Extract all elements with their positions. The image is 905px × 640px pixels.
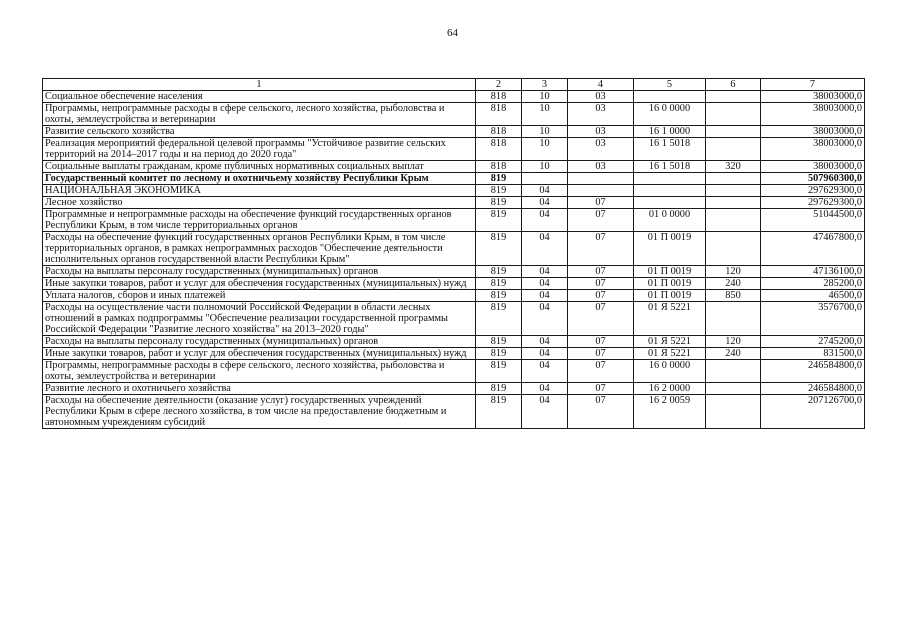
cell-description: Уплата налогов, сборов и иных платежей — [43, 290, 476, 302]
cell-subsection: 03 — [568, 103, 634, 126]
cell-amount: 507960300,0 — [761, 173, 865, 185]
table-row — [43, 336, 865, 348]
cell-description: Реализация мероприятий федеральной целевой программы "Устойчивое развитие сельских территорий на 2014–2017 годы и на период до 2020 года" — [43, 138, 476, 161]
cell-subsection: 07 — [568, 197, 634, 209]
cell-description: Программы, непрограммные расходы в сфере сельского, лесного хозяйства, рыболовства и охоты, землеустройства и ветеринарии — [43, 103, 476, 126]
cell-target-article: 16 1 5018 — [634, 161, 706, 173]
cell-section: 04 — [522, 336, 568, 348]
cell-section: 04 — [522, 185, 568, 197]
cell-section: 04 — [522, 278, 568, 290]
cell-subsection: 03 — [568, 91, 634, 103]
cell-ministry-code: 818 — [476, 103, 522, 126]
cell-amount: 38003000,0 — [761, 161, 865, 173]
cell-ministry-code: 819 — [476, 395, 522, 429]
cell-ministry-code: 819 — [476, 290, 522, 302]
cell-expense-type — [706, 395, 761, 429]
cell-amount: 47467800,0 — [761, 232, 865, 266]
cell-ministry-code: 819 — [476, 266, 522, 278]
cell-section: 10 — [522, 138, 568, 161]
cell-target-article — [634, 185, 706, 197]
column-header: 2 — [476, 79, 522, 91]
cell-expense-type — [706, 91, 761, 103]
cell-subsection: 07 — [568, 360, 634, 383]
cell-ministry-code: 819 — [476, 173, 522, 185]
cell-subsection: 07 — [568, 302, 634, 336]
column-header: 1 — [43, 79, 476, 91]
cell-subsection: 03 — [568, 161, 634, 173]
table-body — [43, 91, 865, 429]
cell-section: 10 — [522, 91, 568, 103]
cell-expense-type — [706, 138, 761, 161]
cell-description: Иные закупки товаров, работ и услуг для обеспечения государственных (муниципальных) нужд — [43, 278, 476, 290]
cell-description: Расходы на обеспечение деятельности (оказание услуг) государственных учреждений Республики Крым в сфере лесного хозяйства, в том числе на предоставление бюджетным и автономным учреждениям субсидий — [43, 395, 476, 429]
cell-description: Программные и непрограммные расходы на обеспечение функций государственных органов Республики Крым, в том числе территориальных органов — [43, 209, 476, 232]
cell-subsection: 07 — [568, 266, 634, 278]
cell-target-article: 16 0 0000 — [634, 360, 706, 383]
cell-amount: 2745200,0 — [761, 336, 865, 348]
cell-section: 10 — [522, 126, 568, 138]
cell-section: 10 — [522, 103, 568, 126]
cell-description: Государственный комитет по лесному и охотничьему хозяйству Республики Крым — [43, 173, 476, 185]
cell-expense-type — [706, 126, 761, 138]
cell-amount: 46500,0 — [761, 290, 865, 302]
cell-target-article: 16 2 0000 — [634, 383, 706, 395]
cell-subsection — [568, 185, 634, 197]
cell-ministry-code: 818 — [476, 126, 522, 138]
cell-subsection: 07 — [568, 395, 634, 429]
cell-expense-type — [706, 360, 761, 383]
table-row — [43, 348, 865, 360]
cell-target-article: 16 1 0000 — [634, 126, 706, 138]
cell-ministry-code: 819 — [476, 383, 522, 395]
cell-section: 04 — [522, 209, 568, 232]
cell-subsection: 03 — [568, 126, 634, 138]
cell-amount: 3576700,0 — [761, 302, 865, 336]
cell-description: Развитие лесного и охотничьего хозяйства — [43, 383, 476, 395]
cell-ministry-code: 819 — [476, 185, 522, 197]
cell-ministry-code: 818 — [476, 138, 522, 161]
cell-amount: 38003000,0 — [761, 138, 865, 161]
cell-description: Иные закупки товаров, работ и услуг для обеспечения государственных (муниципальных) нужд — [43, 348, 476, 360]
cell-section: 04 — [522, 302, 568, 336]
cell-description: Расходы на осуществление части полномочий Российской Федерации в области лесных отношений в рамках подпрограммы "Обеспечение реализации государственной программы Российской Федерации "Развитие лесного хозяйства" на 2013–2020 годы" — [43, 302, 476, 336]
page-number: 64 — [447, 27, 458, 39]
cell-description: Расходы на выплаты персоналу государственных (муниципальных) органов — [43, 336, 476, 348]
table-row — [43, 126, 865, 138]
cell-ministry-code: 819 — [476, 348, 522, 360]
table-row — [43, 173, 865, 185]
cell-amount: 285200,0 — [761, 278, 865, 290]
cell-expense-type: 240 — [706, 348, 761, 360]
cell-target-article: 01 П 0019 — [634, 266, 706, 278]
cell-target-article: 16 1 5018 — [634, 138, 706, 161]
cell-target-article — [634, 173, 706, 185]
cell-amount: 246584800,0 — [761, 360, 865, 383]
cell-target-article: 01 0 0000 — [634, 209, 706, 232]
cell-section — [522, 173, 568, 185]
cell-amount: 38003000,0 — [761, 91, 865, 103]
cell-section: 04 — [522, 266, 568, 278]
cell-expense-type — [706, 173, 761, 185]
cell-subsection: 07 — [568, 348, 634, 360]
table-row — [43, 360, 865, 383]
table-row — [43, 197, 865, 209]
cell-expense-type: 120 — [706, 336, 761, 348]
cell-amount: 246584800,0 — [761, 383, 865, 395]
cell-expense-type — [706, 185, 761, 197]
cell-subsection: 03 — [568, 138, 634, 161]
cell-ministry-code: 818 — [476, 91, 522, 103]
cell-description: Расходы на обеспечение функций государственных органов Республики Крым, в том числе территориальных органов, в рамках непрограммных расходов "Обеспечение деятельности исполнительных органов государственной власти Республики Крым" — [43, 232, 476, 266]
cell-expense-type — [706, 232, 761, 266]
cell-description: Лесное хозяйство — [43, 197, 476, 209]
cell-section: 04 — [522, 395, 568, 429]
cell-subsection: 07 — [568, 278, 634, 290]
cell-expense-type: 850 — [706, 290, 761, 302]
cell-target-article — [634, 197, 706, 209]
table-row — [43, 185, 865, 197]
cell-amount: 38003000,0 — [761, 103, 865, 126]
column-header: 4 — [568, 79, 634, 91]
cell-amount: 207126700,0 — [761, 395, 865, 429]
cell-section: 04 — [522, 197, 568, 209]
column-header: 6 — [706, 79, 761, 91]
table-row — [43, 302, 865, 336]
cell-subsection: 07 — [568, 336, 634, 348]
cell-subsection: 07 — [568, 383, 634, 395]
cell-ministry-code: 819 — [476, 360, 522, 383]
cell-amount: 297629300,0 — [761, 197, 865, 209]
cell-amount: 47136100,0 — [761, 266, 865, 278]
cell-subsection: 07 — [568, 209, 634, 232]
cell-amount: 38003000,0 — [761, 126, 865, 138]
cell-expense-type: 240 — [706, 278, 761, 290]
cell-expense-type — [706, 103, 761, 126]
cell-section: 04 — [522, 383, 568, 395]
table-row — [43, 266, 865, 278]
cell-ministry-code: 819 — [476, 232, 522, 266]
cell-section: 04 — [522, 290, 568, 302]
cell-target-article: 01 Я 5221 — [634, 336, 706, 348]
cell-subsection — [568, 173, 634, 185]
cell-description: Социальное обеспечение населения — [43, 91, 476, 103]
cell-target-article: 01 П 0019 — [634, 278, 706, 290]
table-row — [43, 395, 865, 429]
cell-expense-type — [706, 383, 761, 395]
cell-target-article: 01 П 0019 — [634, 290, 706, 302]
cell-section: 10 — [522, 161, 568, 173]
cell-target-article — [634, 91, 706, 103]
column-header: 7 — [761, 79, 865, 91]
cell-expense-type: 320 — [706, 161, 761, 173]
cell-description: НАЦИОНАЛЬНАЯ ЭКОНОМИКА — [43, 185, 476, 197]
cell-amount: 831500,0 — [761, 348, 865, 360]
column-header: 3 — [522, 79, 568, 91]
cell-description: Программы, непрограммные расходы в сфере сельского, лесного хозяйства, рыболовства и охоты, землеустройства и ветеринарии — [43, 360, 476, 383]
budget-table — [42, 78, 865, 429]
table-row — [43, 209, 865, 232]
cell-target-article: 01 Я 5221 — [634, 348, 706, 360]
cell-ministry-code: 819 — [476, 278, 522, 290]
cell-expense-type — [706, 209, 761, 232]
cell-target-article: 16 2 0059 — [634, 395, 706, 429]
table-row — [43, 383, 865, 395]
cell-target-article: 01 П 0019 — [634, 232, 706, 266]
cell-ministry-code: 818 — [476, 161, 522, 173]
table-row — [43, 161, 865, 173]
cell-target-article: 01 Я 5221 — [634, 302, 706, 336]
table-header-row — [43, 79, 865, 91]
table-row — [43, 138, 865, 161]
table-row — [43, 91, 865, 103]
cell-subsection: 07 — [568, 232, 634, 266]
cell-expense-type: 120 — [706, 266, 761, 278]
cell-expense-type — [706, 197, 761, 209]
table-row — [43, 278, 865, 290]
table-row — [43, 103, 865, 126]
cell-amount: 297629300,0 — [761, 185, 865, 197]
cell-target-article: 16 0 0000 — [634, 103, 706, 126]
cell-section: 04 — [522, 348, 568, 360]
cell-description: Расходы на выплаты персоналу государственных (муниципальных) органов — [43, 266, 476, 278]
column-header: 5 — [634, 79, 706, 91]
cell-section: 04 — [522, 360, 568, 383]
cell-description: Социальные выплаты гражданам, кроме публичных нормативных социальных выплат — [43, 161, 476, 173]
cell-ministry-code: 819 — [476, 302, 522, 336]
table-row — [43, 232, 865, 266]
table-row — [43, 290, 865, 302]
cell-subsection: 07 — [568, 290, 634, 302]
cell-expense-type — [706, 302, 761, 336]
cell-ministry-code: 819 — [476, 209, 522, 232]
cell-section: 04 — [522, 232, 568, 266]
cell-description: Развитие сельского хозяйства — [43, 126, 476, 138]
cell-ministry-code: 819 — [476, 336, 522, 348]
cell-amount: 51044500,0 — [761, 209, 865, 232]
cell-ministry-code: 819 — [476, 197, 522, 209]
